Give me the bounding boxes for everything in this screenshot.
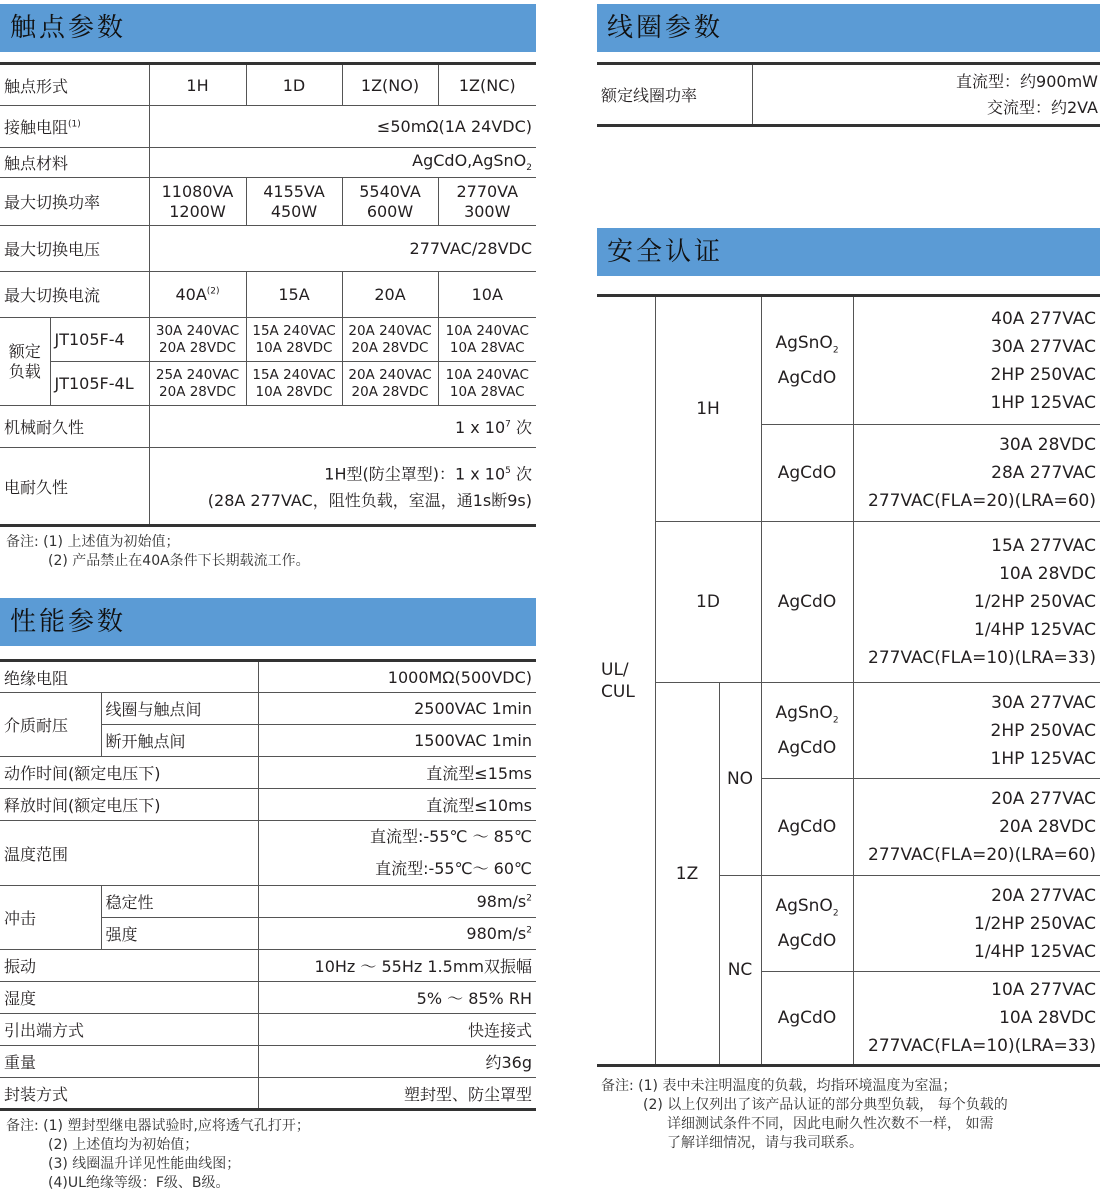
label-operate-time: 动作时间(额定电压下) <box>0 757 258 789</box>
contact-table <box>0 62 536 527</box>
loads-1d: 15A 277VAC 10A 28VDC 1/2HP 250VAC 1/4HP 125VAC 277VAC(FLA=10)(LRA=33) <box>853 522 1100 683</box>
performance-notes: 备注: (1) 塑封型继电器试验时,应将透气孔打开； (2) 上述值均为初始值； (3) 线圈温升详见性能曲线图； (4)UL绝缘等级：F级、B级。 <box>6 1118 310 1191</box>
left-column <box>0 0 536 1191</box>
label-max-current: 最大切换电流 <box>0 272 149 318</box>
mat-no-b: AgCdO <box>761 779 853 876</box>
contact-notes: 备注: (1) 上述值为初始值； (2) 产品禁止在40A条件下长期载流工作。 <box>6 534 310 569</box>
value-contact-resistance: ≤50mΩ(1A 24VDC) <box>149 106 536 148</box>
row-max-power <box>0 178 536 226</box>
label-release-time: 释放时间(额定电压下) <box>0 789 258 821</box>
row-rated-load-1 <box>0 318 536 362</box>
label-vibration: 振动 <box>0 950 258 982</box>
type-nc: NC <box>719 876 761 1066</box>
type-no: NO <box>719 683 761 876</box>
label-max-voltage: 最大切换电压 <box>0 226 149 272</box>
loads-nc-b: 10A 277VAC 10A 28VDC 277VAC(FLA=10)(LRA=33) <box>853 972 1100 1066</box>
safety-table <box>597 294 1100 1067</box>
cert-ul-cul: UL/ CUL <box>597 296 655 1066</box>
label-contact-form: 触点形式 <box>0 64 149 106</box>
value-vibration: 10Hz ～ 55Hz 1.5mm双振幅 <box>258 950 536 982</box>
rated-1-1h: 30A 240VAC 20A 28VDC <box>149 318 246 362</box>
label-shock: 冲击 <box>0 886 101 950</box>
power-1h: 11080VA 1200W <box>149 178 246 226</box>
power-1z-nc: 2770VA 300W <box>438 178 536 226</box>
label-contact-resistance: 接触电阻$^{(1)}$ <box>0 106 149 148</box>
current-1h: $40A^{(2)}$ <box>149 272 246 318</box>
row-insulation <box>0 661 536 693</box>
row-max-current <box>0 272 536 318</box>
mat-1d: AgCdO <box>761 522 853 683</box>
value-coil-power: 直流型：约900mW 交流型：约2VA <box>752 64 1100 126</box>
col-1h: 1H <box>149 64 246 106</box>
sub-dielectric-coil: 线圈与触点间 <box>101 693 258 725</box>
label-weight: 重量 <box>0 1046 258 1078</box>
label-mech-endurance: 机械耐久性 <box>0 406 149 448</box>
power-1d: 4155VA 450W <box>246 178 342 226</box>
section-header-performance: 性能参数 <box>0 598 536 646</box>
label-elec-endurance: 电耐久性 <box>0 448 149 526</box>
col-1z-nc: 1Z(NC) <box>438 64 536 106</box>
rated-1-1z-nc: 10A 240VAC 10A 28VAC <box>438 318 536 362</box>
value-insulation: 1000MΩ(500VDC) <box>258 661 536 693</box>
section-header-coil: 线圈参数 <box>597 4 1100 52</box>
value-weight: 约36g <box>258 1046 536 1078</box>
col-1d: 1D <box>246 64 342 106</box>
type-1h: 1H <box>655 296 761 522</box>
value-terminal: 快连接式 <box>258 1014 536 1046</box>
label-temperature: 温度范围 <box>0 821 258 886</box>
current-1z-nc: 10A <box>438 272 536 318</box>
mat-1h-b: AgCdO <box>761 425 853 522</box>
label-terminal: 引出端方式 <box>0 1014 258 1046</box>
mat-nc-a: AgSnO$_2$ AgCdO <box>761 876 853 972</box>
label-dielectric: 介质耐压 <box>0 693 101 757</box>
rated-2-1d: 15A 240VAC 10A 28VDC <box>246 362 342 406</box>
sub-shock-stability: 稳定性 <box>101 886 258 918</box>
sub-dielectric-open: 断开触点间 <box>101 725 258 757</box>
row-shock-1 <box>0 886 536 918</box>
section-header-safety: 安全认证 <box>597 228 1100 276</box>
row-1d <box>597 522 1100 683</box>
value-shock-strength: $980m/s^2$ <box>258 918 536 950</box>
type-1d: 1D <box>655 522 761 683</box>
mat-no-a: AgSnO$_2$ AgCdO <box>761 683 853 779</box>
rated-2-1z-nc: 10A 240VAC 10A 28VAC <box>438 362 536 406</box>
power-1z-no: 5540VA 600W <box>342 178 438 226</box>
label-contact-material: 触点材料 <box>0 148 149 178</box>
value-humidity: 5% ～ 85% RH <box>258 982 536 1014</box>
value-contact-material: AgCdO,AgSnO$_2$ <box>149 148 536 178</box>
value-mech-endurance: 1 x $10^7$ 次 <box>149 406 536 448</box>
section-header-contact: 触点参数 <box>0 4 536 52</box>
type-1z: 1Z <box>655 683 719 1066</box>
row-humidity <box>0 982 536 1014</box>
current-1d: 15A <box>246 272 342 318</box>
safety-notes: 备注: (1) 表中未注明温度的负载，均指环境温度为室温； (2) 以上仅列出了该产品认证的部分典型负载， 每个负载的 详细测试条件不同，因此电耐久性次数不一样， 如需 了解详细情况，请与我司联系。 <box>601 1078 1008 1151</box>
col-1z-no: 1Z(NO) <box>342 64 438 106</box>
coil-table <box>597 62 1100 127</box>
row-1z-no-a <box>597 683 1100 779</box>
value-max-voltage: 277VAC/28VDC <box>149 226 536 272</box>
row-elec-endurance <box>0 448 536 526</box>
row-contact-resistance <box>0 106 536 148</box>
value-dielectric-open: 1500VAC 1min <box>258 725 536 757</box>
value-operate-time: 直流型≤15ms <box>258 757 536 789</box>
label-rated-load: 额定负载 <box>0 318 50 406</box>
row-temperature <box>0 821 536 886</box>
rated-1-1d: 15A 240VAC 10A 28VDC <box>246 318 342 362</box>
mat-nc-b: AgCdO <box>761 972 853 1066</box>
value-temperature: 直流型:-55℃ ～ 85℃ 直流型:-55℃～ 60℃ <box>258 821 536 886</box>
mat-1h-a: AgSnO$_2$ AgCdO <box>761 296 853 425</box>
label-humidity: 湿度 <box>0 982 258 1014</box>
label-insulation: 绝缘电阻 <box>0 661 258 693</box>
row-mech-endurance <box>0 406 536 448</box>
row-dielectric-1 <box>0 693 536 725</box>
rated-1-1z-no: 20A 240VAC 20A 28VDC <box>342 318 438 362</box>
loads-no-b: 20A 277VAC 20A 28VDC 277VAC(FLA=20)(LRA=60) <box>853 779 1100 876</box>
value-shock-stability: $98m/s^2$ <box>258 886 536 918</box>
sub-shock-strength: 强度 <box>101 918 258 950</box>
value-release-time: 直流型≤10ms <box>258 789 536 821</box>
right-column <box>597 0 1100 1151</box>
loads-nc-a: 20A 277VAC 1/2HP 250VAC 1/4HP 125VAC <box>853 876 1100 972</box>
rated-2-1h: 25A 240VAC 20A 28VDC <box>149 362 246 406</box>
rated-model-1: JT105F-4 <box>50 318 149 362</box>
loads-1h-a: 40A 277VAC 30A 277VAC 2HP 250VAC 1HP 125VAC <box>853 296 1100 425</box>
value-dielectric-coil: 2500VAC 1min <box>258 693 536 725</box>
row-operate-time <box>0 757 536 789</box>
row-vibration <box>0 950 536 982</box>
current-1z-no: 20A <box>342 272 438 318</box>
rated-2-1z-no: 20A 240VAC 20A 28VDC <box>342 362 438 406</box>
loads-no-a: 30A 277VAC 2HP 250VAC 1HP 125VAC <box>853 683 1100 779</box>
row-weight <box>0 1046 536 1078</box>
row-contact-material <box>0 148 536 178</box>
value-elec-endurance: 1H型(防尘罩型)：1 x $10^5$ 次 (28A 277VAC，阻性负载，室温，通1s断9s) <box>149 448 536 526</box>
label-coil-power: 额定线圈功率 <box>597 64 752 126</box>
label-max-power: 最大切换功率 <box>0 178 149 226</box>
row-rated-load-2 <box>0 362 536 406</box>
row-max-voltage <box>0 226 536 272</box>
rated-model-2: JT105F-4L <box>50 362 149 406</box>
row-package <box>0 1078 536 1110</box>
row-coil-power <box>597 64 1100 126</box>
row-release-time <box>0 789 536 821</box>
row-contact-form <box>0 64 536 106</box>
performance-table <box>0 659 536 1111</box>
row-1h-a <box>597 296 1100 425</box>
row-terminal <box>0 1014 536 1046</box>
loads-1h-b: 30A 28VDC 28A 277VAC 277VAC(FLA=20)(LRA=60) <box>853 425 1100 522</box>
label-package: 封装方式 <box>0 1078 258 1110</box>
value-package: 塑封型、防尘罩型 <box>258 1078 536 1110</box>
